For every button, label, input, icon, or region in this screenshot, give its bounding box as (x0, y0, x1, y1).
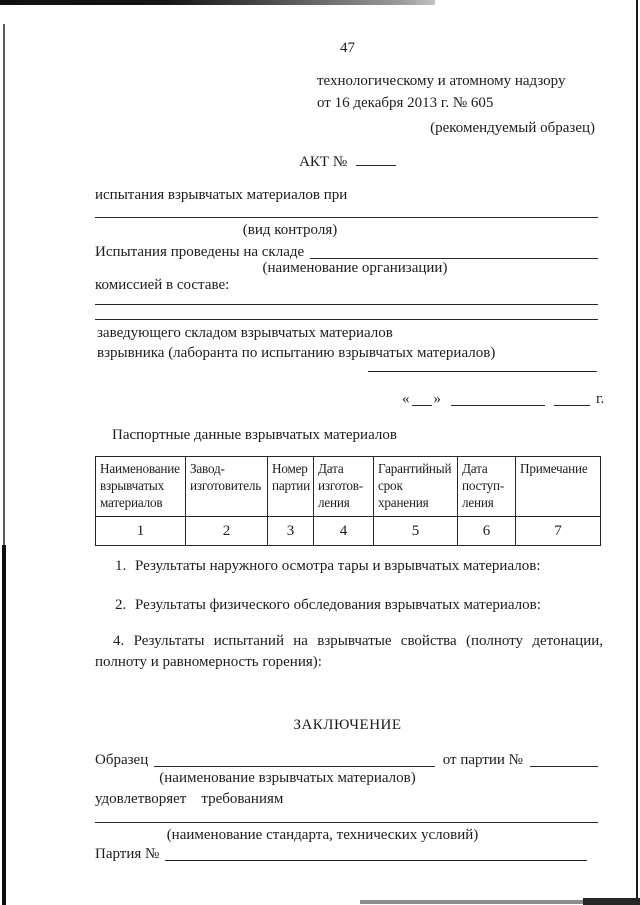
header-addressee-line1: технологическому и атомному надзору (317, 73, 566, 89)
scan-edge-right (636, 0, 638, 905)
party-row (95, 845, 587, 863)
result-item-2-number: 2. (115, 597, 127, 613)
standard-caption: (наименование стандарта, технических условий) (166, 827, 479, 843)
act-number-blank (356, 152, 396, 166)
conclusion-heading: ЗАКЛЮЧЕНИЕ (293, 717, 402, 733)
date-row (402, 390, 604, 408)
result-item-2 (95, 596, 600, 614)
header-cell-material: Наименование взрывчатых материалов (96, 457, 186, 517)
satisfies-text: удовлетворяет требованиям (95, 791, 284, 807)
header-cell-manufacturer: Завод-изготовитель (186, 457, 268, 517)
recommended-sample-note: (рекомендуемый образец) (430, 120, 595, 136)
material-caption: (наименование взрывчатых материалов) (159, 770, 416, 786)
scan-edge-left-thick (2, 545, 6, 905)
header-order-reference: от 16 декабря 2013 г. № 605 (317, 95, 494, 111)
result-item-1-text: Результаты наружного осмотра тары и взрывчатых материалов: (135, 558, 541, 574)
material-name-blank (154, 751, 434, 767)
result-item-4 (95, 631, 603, 673)
passport-heading: Паспортные данные взрывчатых материалов (112, 427, 397, 443)
result-item-4-number: 4. (113, 633, 125, 649)
result-item-2-text: Результаты физического обследования взрывчатых материалов: (135, 597, 541, 613)
control-type-blank-line (95, 203, 598, 218)
member-blaster-text: взрывника (лаборанта по испытанию взрывчатых материалов) (97, 345, 496, 361)
party-label: Партия № (95, 846, 160, 862)
page-number: 47 (340, 40, 355, 56)
scan-edge-left-thin (3, 24, 5, 545)
column-number-7: 7 (516, 517, 601, 546)
header-cell-warranty-period: Гарантийный срок хранения (374, 457, 458, 517)
warehouse-label: Испытания проведены на складе (95, 244, 305, 260)
column-number-1: 1 (96, 517, 186, 546)
scan-edge-bottom-dark (583, 898, 640, 905)
header-cell-manufacture-date: Дата изготов-ления (314, 457, 374, 517)
date-day-blank (412, 390, 432, 406)
column-number-5: 5 (374, 517, 458, 546)
control-type-caption: (вид контроля) (242, 222, 338, 238)
act-title-row (95, 152, 600, 171)
header-addressee-block (317, 70, 607, 114)
passport-table (95, 456, 601, 546)
batch-number-blank (530, 751, 598, 767)
passport-header-row (96, 457, 601, 517)
warehouse-blank (310, 243, 598, 259)
header-cell-batch-number: Номер партии (268, 457, 314, 517)
result-item-1-number: 1. (115, 558, 127, 574)
standard-blank-line (95, 808, 598, 823)
result-item-1 (95, 557, 600, 575)
sample-row (95, 751, 598, 769)
party-number-blank (165, 845, 587, 861)
purpose-text: испытания взрывчатых материалов при (95, 187, 348, 203)
date-quote-open: « (402, 391, 410, 407)
column-number-4: 4 (314, 517, 374, 546)
column-number-2: 2 (186, 517, 268, 546)
column-number-6: 6 (458, 517, 516, 546)
column-number-3: 3 (268, 517, 314, 546)
header-cell-note: Примечание (516, 457, 601, 517)
commission-label: комиссией в составе: (95, 277, 230, 293)
date-quote-close: » (433, 391, 441, 407)
act-title: АКТ № (299, 154, 348, 170)
date-year-suffix: г. (596, 391, 605, 407)
member-head-text: заведующего складом взрывчатых материалов (97, 325, 393, 341)
sample-label: Образец (95, 752, 149, 768)
commission-blank-line-1 (95, 290, 598, 305)
header-cell-receipt-date: Дата поступ-ления (458, 457, 516, 517)
result-item-4-text: Результаты испытаний на взрывчатые свойства (полноту детонации, полноту и равномерность горения): (95, 633, 603, 670)
signature-blank-line (368, 357, 597, 372)
commission-blank-line-2 (95, 305, 598, 320)
date-year-blank (554, 390, 590, 406)
batch-label: от партии № (442, 752, 523, 768)
passport-number-row (96, 517, 601, 546)
organization-caption: (наименование организации) (262, 260, 448, 276)
date-month-blank (451, 390, 545, 406)
scan-edge-top (0, 0, 435, 5)
